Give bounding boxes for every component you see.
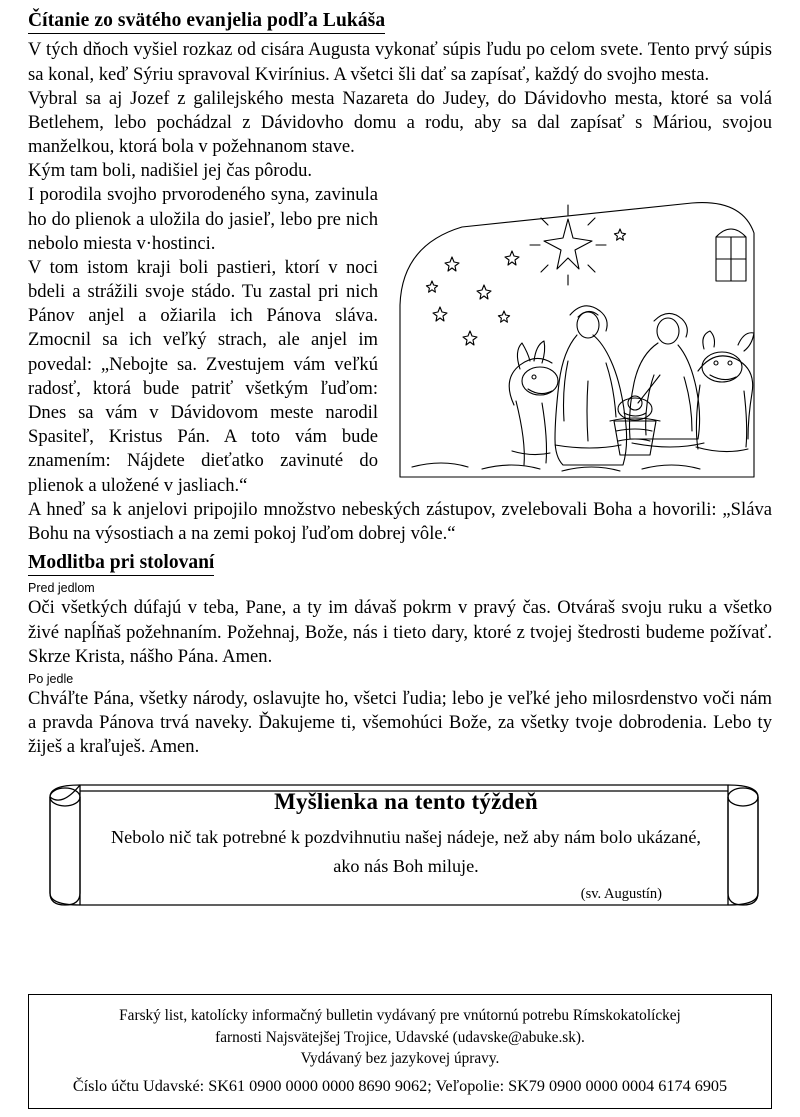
gospel-illustrated-section xyxy=(28,183,772,497)
thought-attribution: (sv. Augustín) xyxy=(580,885,662,902)
prayer-before-text: Oči všetkých dúfajú v teba, Pane, a ty im dávaš pokrm v pravý čas. Otváraš svoju ruku a všetko živé napĺňaš požehnaním. Požehnaj, Bože, nás i tieto dary, ktoré z tvojej štedrosti budeme požívať. Skrze Krista, nášho Pána. Amen. xyxy=(28,597,772,667)
gospel-paragraph: V tých dňoch vyšiel rozkaz od cisára Augusta vykonať súpis ľudu po celom svete. Tento prvý súpis sa konal, keď Sýriu spravoval Kvirínius. A všetci šli dať sa zapísať, každý do svojho mesta. xyxy=(28,39,772,85)
gospel-paragraph: Kým tam boli, nadišiel jej čas pôrodu. xyxy=(28,160,313,182)
prayer-title: Modlitba pri stolovaní xyxy=(28,552,214,576)
thought-content xyxy=(106,789,706,902)
footer-line-3: Vydávaný bez jazykovej úpravy. xyxy=(300,1050,500,1068)
gospel-title: Čítanie zo svätého evanjelia podľa Lukáša xyxy=(28,10,385,34)
footer-line-1: Farský list, katolícky informačný bulletin vydávaný pre vnútornú potrebu Rímskokatolíckej xyxy=(119,1006,681,1024)
gospel-body xyxy=(28,38,772,546)
footer-line-2: farnosti Najsvätejšej Trojice, Udavské (udavske@abuke.sk). xyxy=(215,1028,585,1046)
gospel-paragraph: Vybral sa aj Jozef z galilejského mesta Nazareta do Judey, do Dávidovho mesta, ktoré sa volá Betlehem, lebo pochádzal z Dávidovho domu a rodu, aby sa dal zapísať s Máriou, svojou manželkou, ktorá bola v požehnanom stave. xyxy=(28,87,772,158)
footer-bank-accounts: Číslo účtu Udavské: SK61 0900 0000 0000 8690 9062; Veľopolie: SK79 0900 0000 0004 6174 6905 xyxy=(72,1077,728,1095)
thought-text: Nebolo nič tak potrebné k pozdvihnutiu našej nádeje, než aby nám bolo ukázané, ako nás Boh miluje. xyxy=(111,827,701,876)
prayer-before-label: Pred jedlom xyxy=(28,581,95,596)
gospel-paragraph: V tom istom kraji boli pastieri, ktorí v noci bdeli a strážili svoje stádo. Tu zastal pri nich Pánov anjel a ožiarila ich Pánova sláva. Zmocnil sa ich veľký strach, ale anjel im povedal: „Nebojte sa. Zvestujem vám veľkú radosť, ktorá bude patriť všetkým ľuďom: Dnes sa vám v Dávidovom meste narodil Spasiteľ, Kristus Pán. A toto vám bude znamením: Nájdete dieťatko zavinuté do plienok a uložené v jasliach.“ xyxy=(28,256,378,496)
thought-scroll-banner xyxy=(28,777,772,927)
nativity-scene-illustration xyxy=(392,185,772,485)
thought-title: Myšlienka na tento týždeň xyxy=(274,789,538,815)
prayer-after-text: Chváľte Pána, všetky národy, oslavujte ho, všetci ľudia; lebo je veľké jeho milosrdenstvo voči nám a pravda Pánova trvá naveky. Ďakujeme ti, všemohúci Bože, za všetky tvoje dobrodenia. Lebo ty žiješ a kraľuješ. Amen. xyxy=(28,687,772,758)
footer-box xyxy=(28,994,772,1109)
gospel-paragraph: I porodila svojho prvorodeného syna, zavinula ho do plienok a uložila do jasieľ, lebo pre nich nebolo miesta v·hostinci. xyxy=(28,184,378,254)
prayer-after-label: Po jedle xyxy=(28,671,74,686)
gospel-paragraph: A hneď sa k anjelovi pripojilo množstvo nebeských zástupov, zvelebovali Boha a hovorili: „Sláva Bohu na výsostiach a na zemi pokoj ľuďom dobrej vôle.“ xyxy=(28,498,772,544)
